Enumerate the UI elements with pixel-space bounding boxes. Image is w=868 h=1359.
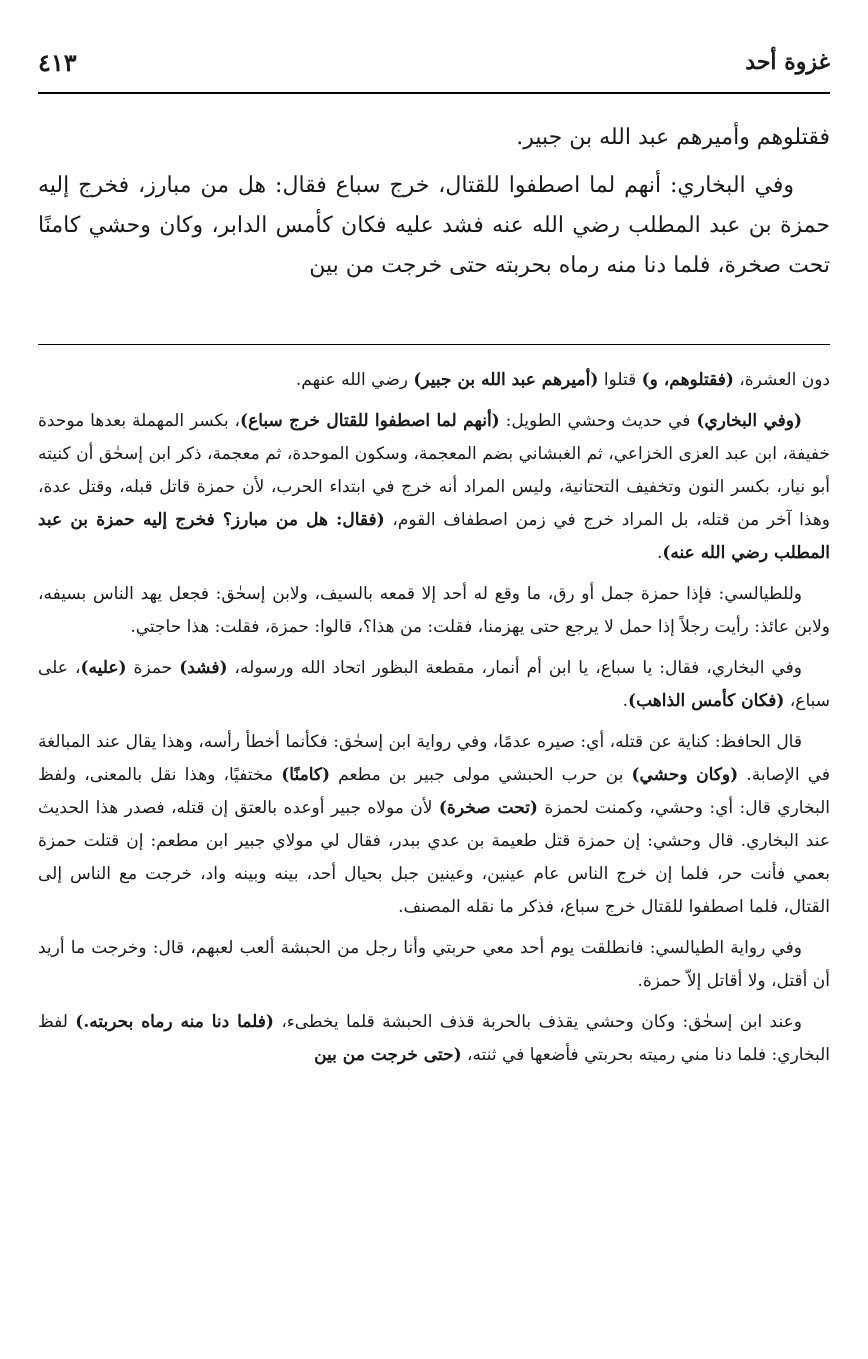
commentary-text: في حديث وحشي الطويل:: [499, 411, 697, 431]
main-paragraph: وفي البخاري: أنهم لما اصطفوا للقتال، خرج سباع فقال: هل من مبارز، فخرج إليه حمزة بن عبد المطلب رضي الله عنه فشد عليه فكان كأمس الدابر، وكان وحشي كامنًا تحت صخرة، فلما دنا منه رماه بحربته حتى خرجت من بين: [38, 173, 830, 278]
commentary-text: وللطيالسي: فإذا حمزة جمل أو رق، ما وقع له أحد إلا قمعه بالسيف، ولابن إسحٰق: فجعل يهد الناس بسيفه، ولابن عائذ: رأيت رجلاً إذا حمل لا يرجع حتى يهزمنا، فقلت: من هذا؟، قالوا: حمزة، فقلت: هذا حاجتي.: [38, 584, 830, 637]
commentary-paragraph: [38, 652, 830, 718]
page-number: ٤١٣: [38, 47, 77, 77]
quoted-text: (أميرهم عبد الله بن جبير): [413, 370, 599, 390]
commentary-text: بن حرب الحبشي مولى جبير بن مطعم: [330, 765, 632, 785]
commentary-text: ، بكسر المهملة بعدها موحدة خفيفة، ابن عبد العزى الخزاعي، ثم الغبشاني بضم المعجمة، وسكون الموحدة، ثم معجمة، ذكر ابن إسحٰق أن كنيته أبو نيار، بكسر النون وتخفيف التحتانية، وليس المراد أنه خرج في ابتداء الحرب، لأن حمزة قاتل قبله، وقتل عدة، وهذا آخر من قتله، بل المراد خرج في زمن اصطفاف القوم،: [38, 411, 830, 530]
commentary-text: مختفيًا، وهذا نقل بالمعنى، ولفظ البخاري قال: أي: وحشي، وكمنت لحمزة: [38, 765, 830, 818]
commentary-text: حمزة: [126, 658, 180, 678]
commentary-text: وعند ابن إسحٰق: وكان وحشي يقذف بالحربة قذف الحبشة قلما يخطىء،: [273, 1012, 802, 1032]
commentary-section: [38, 364, 830, 1080]
commentary-paragraph: [38, 405, 830, 570]
commentary-text: وفي البخاري، فقال: يا سباع، يا ابن أم أنمار، مقطعة البظور اتحاد الله ورسوله،: [227, 658, 802, 678]
quoted-text: (فكان كأمس الذاهب): [628, 691, 785, 711]
quoted-text: (فشد): [179, 658, 228, 678]
quoted-text: (فقتلوهم، و): [641, 370, 734, 390]
main-paragraph: فقتلوهم وأميرهم عبد الله بن جبير.: [516, 125, 830, 150]
quoted-text: (وفي البخاري): [696, 411, 802, 431]
commentary-text: قال الحافظ: كناية عن قتله، أي: صيره عدمًا، وفي رواية ابن إسحٰق: فكأنما أخطأ رأسه، وهذا يقال عند المبالغة في الإصابة.: [38, 732, 830, 785]
quoted-text: (تحت صخرة): [438, 798, 538, 818]
commentary-text: وفي رواية الطيالسي: فانطلقت يوم أحد معي حربتي وأنا رجل من الحبشة ألعب لعبهم، قال: وخرجت ما أريد أن أقتل، ولا أقاتل إلاّ حمزة.: [38, 938, 830, 991]
quoted-text: (كامنًا): [281, 765, 331, 785]
commentary-text: .: [656, 543, 663, 563]
footnote-separator: [38, 344, 830, 345]
page-header: [38, 38, 830, 86]
commentary-text: دون العشرة،: [733, 370, 830, 390]
commentary-paragraph: [38, 932, 830, 998]
commentary-text: .: [622, 691, 629, 711]
commentary-text: رضي الله عنهم.: [295, 370, 414, 390]
main-text: [38, 118, 830, 286]
commentary-text: لأن مولاه جبير أوعده بالعتق إن قتله، فصدر هذا الحديث عند البخاري. قال وحشي: إن حمزة قتل طعيمة بن عدي ببدر، فقال لي مولاي جبير ابن مطعم: إن قتلت حمزة بعمي فأنت حر، فلما إن خرج الناس عام عينين، وعينين جبل بحيال أحد، بينه وبينه واد، خرجت مع الناس إلى القتال، فلما اصطفوا للقتال خرج سباع، فذكر ما نقله المصنف.: [38, 798, 830, 917]
quoted-text: (أنهم لما اصطفوا للقتال خرج سباع): [240, 411, 500, 431]
quoted-text: (حتى خرجت من بين: [314, 1045, 462, 1065]
commentary-text: قتلوا: [598, 370, 642, 390]
quoted-text: (وكان وحشي): [631, 765, 739, 785]
chapter-title: غزوة أحد: [745, 49, 830, 75]
commentary-paragraph: [38, 364, 830, 397]
quoted-text: (فلما دنا منه رماه بحربته.): [75, 1012, 274, 1032]
header-rule: [38, 92, 830, 94]
quoted-text: (فقال: هل من مبارز؟ فخرج إليه حمزة بن عبد المطلب رضي الله عنه): [38, 510, 830, 563]
commentary-paragraph: [38, 1006, 830, 1072]
quoted-text: (عليه): [80, 658, 127, 678]
commentary-text: لفظ البخاري: فلما دنا مني رميته بحربتي فأضعها في ثنته،: [38, 1012, 830, 1065]
commentary-text: ، على سباع،: [38, 658, 830, 711]
book-page: [38, 0, 830, 1359]
commentary-paragraph: [38, 578, 830, 644]
commentary-paragraph: [38, 726, 830, 924]
